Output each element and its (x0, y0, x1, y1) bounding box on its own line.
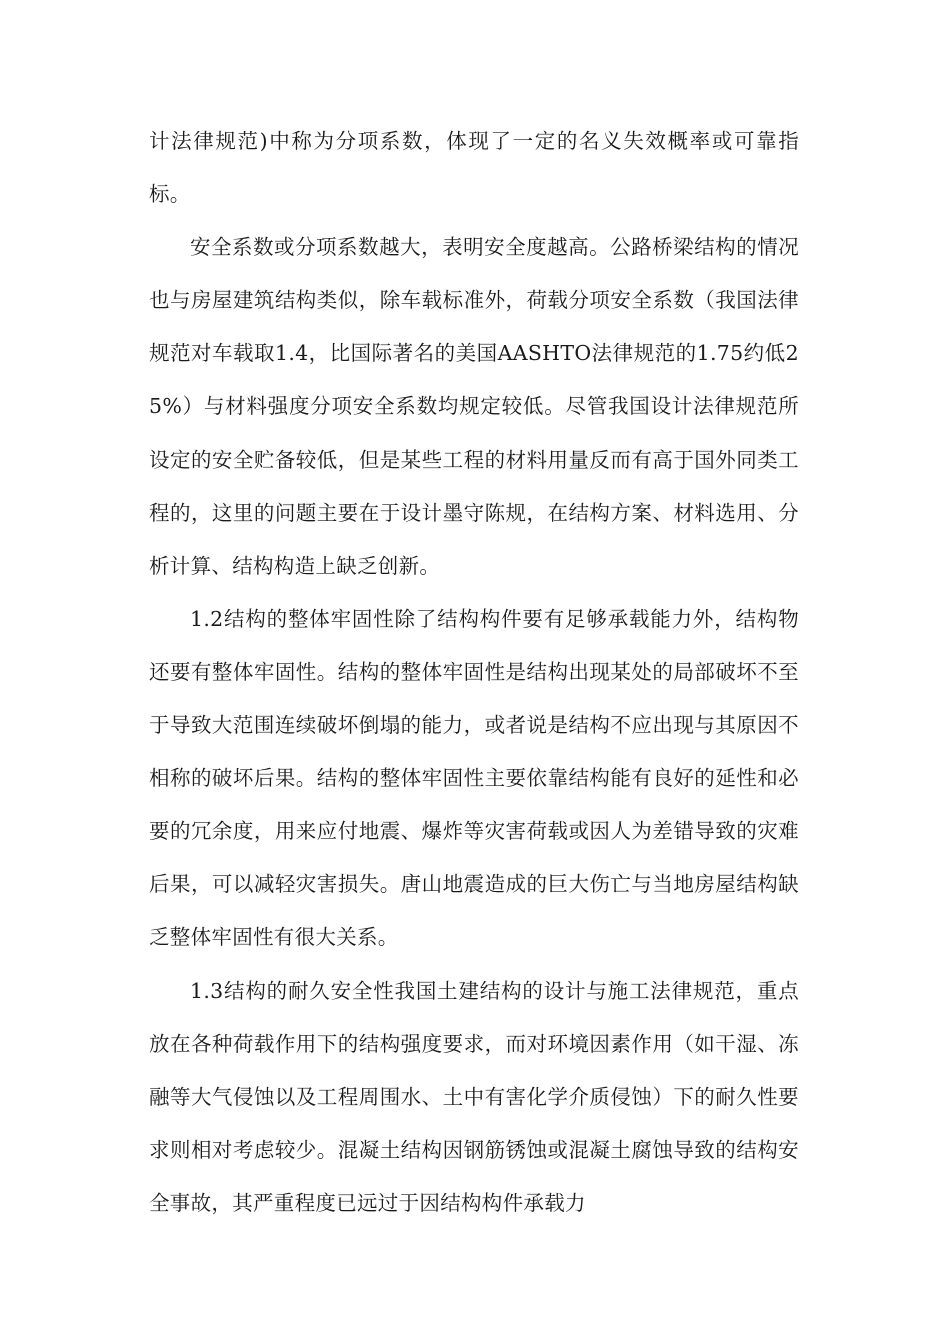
paragraph-2: 安全系数或分项系数越大，表明安全度越高。公路桥梁结构的情况也与房屋建筑结构类似，除车载标准外，荷载分项安全系数（我国法律规范对车载取1.4，比国际著名的美国AASHTO法律规范的1.75约低25%）与材料强度分项安全系数均规定较低。尽管我国设计法律规范所设定的安全贮备较低，但是某些工程的材料用量反而有高于国外同类工程的，这里的问题主要在于设计墨守陈规，在结构方案、材料选用、分析计算、结构构造上缺乏创新。 (149, 235, 799, 578)
body-text (149, 115, 799, 1230)
paragraph-4: 1.3结构的耐久安全性我国土建结构的设计与施工法律规范，重点放在各种荷载作用下的结构强度要求，而对环境因素作用（如干湿、冻融等大气侵蚀以及工程周围水、土中有害化学介质侵蚀）下的耐久性要求则相对考虑较少。混凝土结构因钢筋锈蚀或混凝土腐蚀导致的结构安全事故，其严重程度已远过于因结构构件承载力 (149, 978, 799, 1215)
paragraph-3: 1.2结构的整体牢固性除了结构构件要有足够承载能力外，结构物还要有整体牢固性。结构的整体牢固性是结构出现某处的局部破坏不至于导致大范围连续破坏倒塌的能力，或者说是结构不应出现与其原因不相称的破坏后果。结构的整体牢固性主要依靠结构能有良好的延性和必要的冗余度，用来应付地震、爆炸等灾害荷载或因人为差错导致的灾难后果，可以减轻灾害损失。唐山地震造成的巨大伤亡与当地房屋结构缺乏整体牢固性有很大关系。 (149, 606, 799, 950)
paragraph-1: 计法律规范)中称为分项系数，体现了一定的名义失效概率或可靠指标。 (149, 129, 799, 207)
